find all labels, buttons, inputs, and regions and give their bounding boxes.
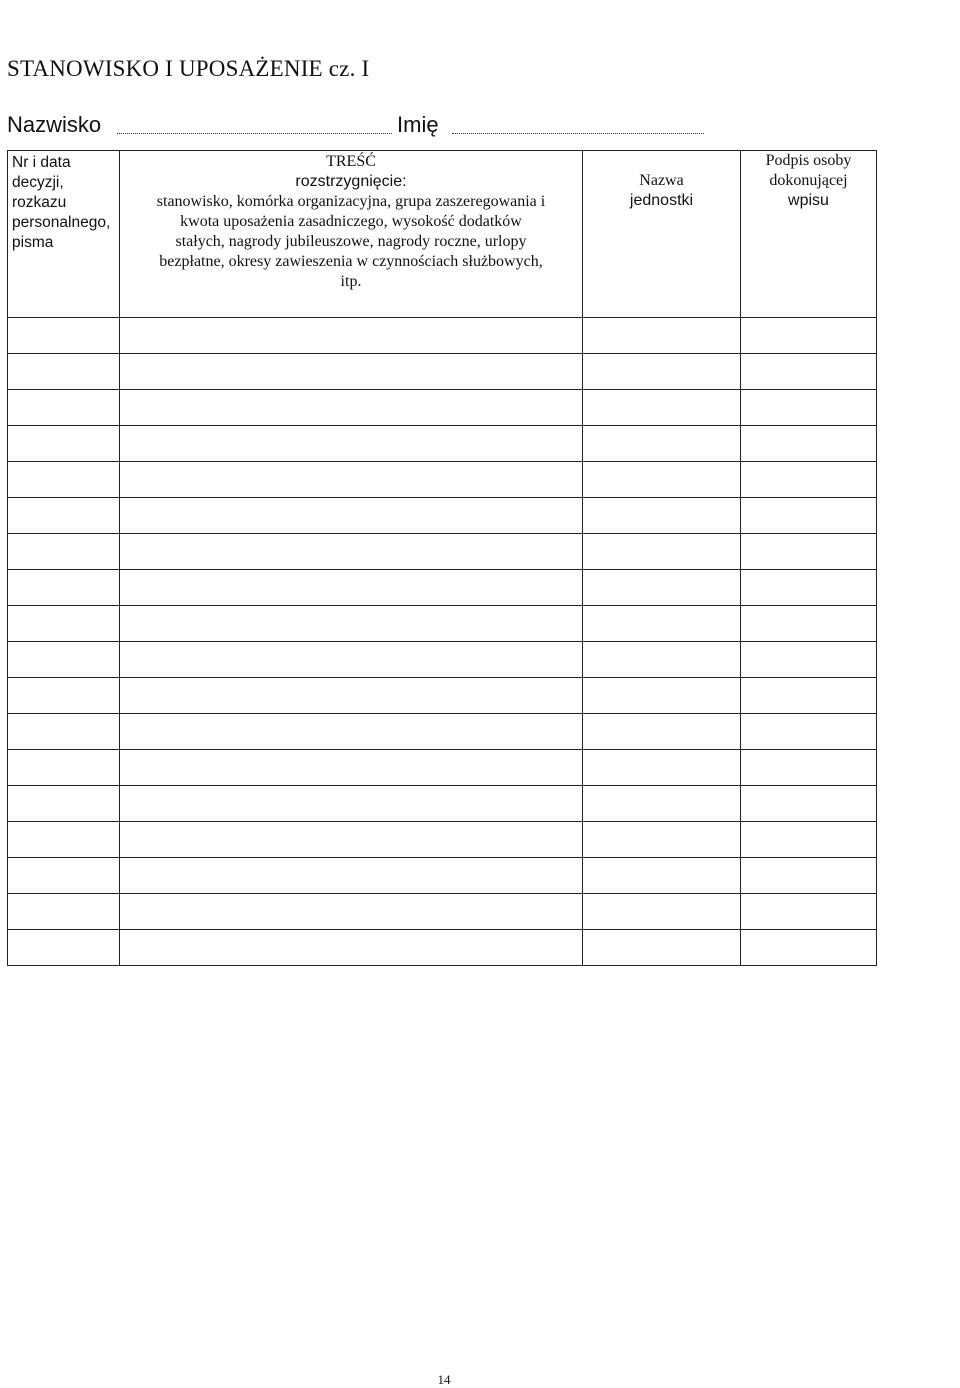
- signature-cell[interactable]: [741, 930, 877, 966]
- header-decision-number-date: [8, 151, 120, 318]
- table-row: [8, 678, 877, 714]
- signature-cell[interactable]: [741, 570, 877, 606]
- decision-cell[interactable]: [8, 570, 120, 606]
- surname-label: Nazwisko: [7, 112, 102, 137]
- unit-cell[interactable]: [583, 426, 741, 462]
- table-row: [8, 570, 877, 606]
- unit-cell[interactable]: [583, 534, 741, 570]
- table-row: [8, 750, 877, 786]
- header-text-line: Nr i data: [12, 154, 71, 171]
- unit-cell[interactable]: [583, 318, 741, 354]
- content-cell[interactable]: [120, 390, 583, 426]
- signature-cell[interactable]: [741, 714, 877, 750]
- decision-cell[interactable]: [8, 426, 120, 462]
- table-row: [8, 822, 877, 858]
- content-cell[interactable]: [120, 678, 583, 714]
- signature-cell[interactable]: [741, 390, 877, 426]
- decision-cell[interactable]: [8, 678, 120, 714]
- content-cell[interactable]: [120, 570, 583, 606]
- table-row: [8, 318, 877, 354]
- header-text-line: kwota uposażenia zasadniczego, wysokość dodatków: [180, 213, 522, 230]
- content-cell[interactable]: [120, 534, 583, 570]
- content-cell[interactable]: [120, 750, 583, 786]
- table-row: [8, 462, 877, 498]
- decision-cell[interactable]: [8, 786, 120, 822]
- content-cell[interactable]: [120, 462, 583, 498]
- content-cell[interactable]: [120, 426, 583, 462]
- signature-cell[interactable]: [741, 462, 877, 498]
- header-text-line: itp.: [340, 273, 362, 290]
- signature-cell[interactable]: [741, 318, 877, 354]
- unit-cell[interactable]: [583, 354, 741, 390]
- unit-cell[interactable]: [583, 642, 741, 678]
- table-row: [8, 858, 877, 894]
- table-row: [8, 354, 877, 390]
- table-row: [8, 426, 877, 462]
- decision-cell[interactable]: [8, 858, 120, 894]
- decision-cell[interactable]: [8, 462, 120, 498]
- header-text-line: wpisu: [788, 192, 829, 209]
- content-cell[interactable]: [120, 714, 583, 750]
- signature-cell[interactable]: [741, 642, 877, 678]
- decision-cell[interactable]: [8, 390, 120, 426]
- decision-cell[interactable]: [8, 930, 120, 966]
- content-cell[interactable]: [120, 858, 583, 894]
- signature-cell[interactable]: [741, 534, 877, 570]
- unit-cell[interactable]: [583, 570, 741, 606]
- decision-cell[interactable]: [8, 318, 120, 354]
- unit-cell[interactable]: [583, 462, 741, 498]
- first-name-field[interactable]: [452, 133, 704, 134]
- content-cell[interactable]: [120, 354, 583, 390]
- content-cell[interactable]: [120, 498, 583, 534]
- content-cell[interactable]: [120, 894, 583, 930]
- content-cell[interactable]: [120, 822, 583, 858]
- signature-cell[interactable]: [741, 894, 877, 930]
- signature-cell[interactable]: [741, 426, 877, 462]
- decision-cell[interactable]: [8, 606, 120, 642]
- table-row: [8, 606, 877, 642]
- decision-cell[interactable]: [8, 534, 120, 570]
- decision-cell[interactable]: [8, 714, 120, 750]
- content-cell[interactable]: [120, 930, 583, 966]
- header-content-subtitle: rozstrzygnięcie:: [295, 173, 407, 190]
- header-text-line: pisma: [12, 234, 54, 251]
- header-text-line: dokonującej: [769, 172, 848, 189]
- table-row: [8, 390, 877, 426]
- unit-cell[interactable]: [583, 894, 741, 930]
- signature-cell[interactable]: [741, 786, 877, 822]
- header-text-line: Nazwa: [639, 172, 684, 189]
- content-cell[interactable]: [120, 606, 583, 642]
- signature-cell[interactable]: [741, 822, 877, 858]
- decision-cell[interactable]: [8, 354, 120, 390]
- table-row: [8, 930, 877, 966]
- header-text-line: jednostki: [629, 192, 694, 209]
- page-number: 14: [437, 1372, 451, 1387]
- table-row: [8, 498, 877, 534]
- content-cell[interactable]: [120, 786, 583, 822]
- unit-cell[interactable]: [583, 786, 741, 822]
- header-content-title: TREŚĆ: [326, 153, 376, 170]
- signature-cell[interactable]: [741, 750, 877, 786]
- table-row: [8, 642, 877, 678]
- unit-cell[interactable]: [583, 606, 741, 642]
- signature-cell[interactable]: [741, 858, 877, 894]
- header-text-line: decyzji,: [12, 174, 64, 191]
- table-row: [8, 714, 877, 750]
- header-text-line: bezpłatne, okresy zawieszenia w czynnościach służbowych,: [159, 253, 543, 270]
- unit-cell[interactable]: [583, 678, 741, 714]
- header-text-line: stałych, nagrody jubileuszowe, nagrody roczne, urlopy: [175, 233, 527, 250]
- decision-cell[interactable]: [8, 822, 120, 858]
- header-unit-name: [583, 151, 741, 318]
- header-text-line: Podpis osoby: [765, 152, 852, 169]
- unit-cell[interactable]: [583, 390, 741, 426]
- unit-cell[interactable]: [583, 498, 741, 534]
- unit-cell[interactable]: [583, 714, 741, 750]
- decision-cell[interactable]: [8, 642, 120, 678]
- unit-cell[interactable]: [583, 750, 741, 786]
- table-row: [8, 534, 877, 570]
- position-salary-table: [7, 150, 877, 966]
- unit-cell[interactable]: [583, 822, 741, 858]
- signature-cell[interactable]: [741, 606, 877, 642]
- signature-cell[interactable]: [741, 678, 877, 714]
- header-signature: [741, 151, 877, 318]
- unit-cell[interactable]: [583, 930, 741, 966]
- header-text-line: stanowisko, komórka organizacyjna, grupa zaszeregowania i: [156, 193, 546, 210]
- name-line: [7, 110, 707, 140]
- surname-field[interactable]: [117, 133, 392, 134]
- decision-cell[interactable]: [8, 498, 120, 534]
- header-content: [120, 151, 583, 318]
- signature-cell[interactable]: [741, 354, 877, 390]
- header-row: [8, 151, 877, 318]
- content-cell[interactable]: [120, 318, 583, 354]
- header-text-line: rozkazu: [12, 194, 67, 211]
- decision-cell[interactable]: [8, 894, 120, 930]
- content-cell[interactable]: [120, 642, 583, 678]
- header-text-line: personalnego,: [12, 214, 111, 231]
- table-row: [8, 894, 877, 930]
- page-title: STANOWISKO I UPOSAŻENIE cz. I: [7, 56, 370, 81]
- unit-cell[interactable]: [583, 858, 741, 894]
- table-row: [8, 786, 877, 822]
- first-name-label: Imię: [397, 112, 439, 137]
- decision-cell[interactable]: [8, 750, 120, 786]
- signature-cell[interactable]: [741, 498, 877, 534]
